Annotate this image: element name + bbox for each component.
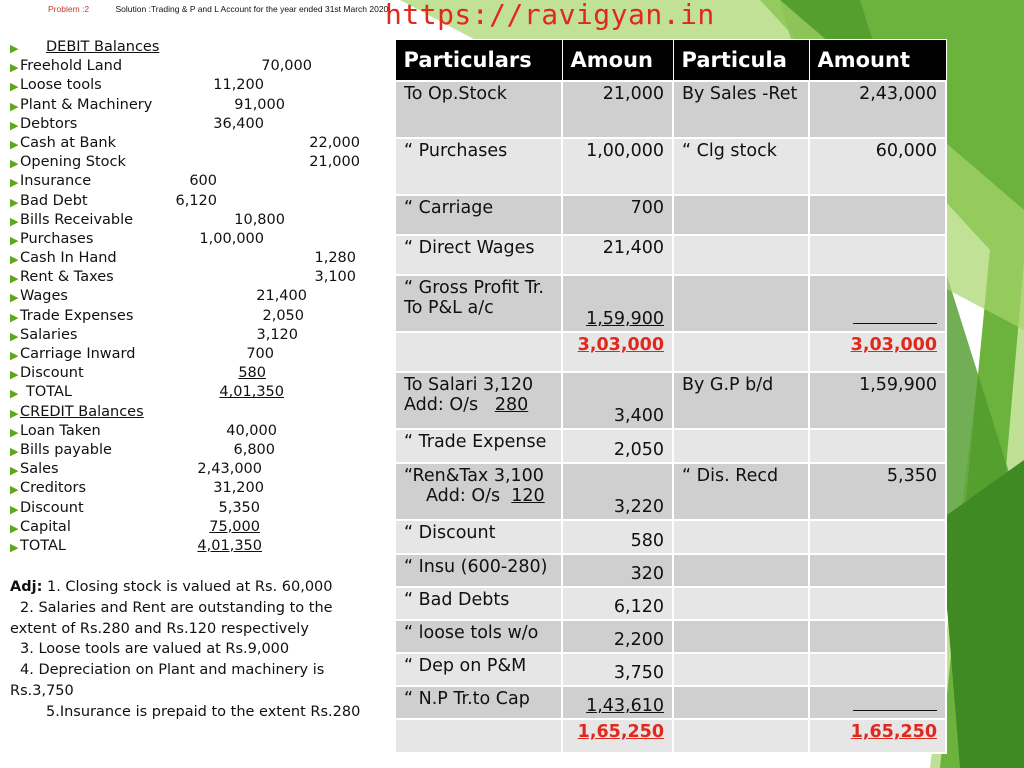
- website-url: https://ravigyan.in: [385, 0, 715, 31]
- list-item: ▶ Rent & Taxes 3,100: [10, 268, 390, 287]
- debit-heading-row: [10, 38, 390, 57]
- bullet-icon: ▶: [10, 329, 19, 343]
- bullet-icon: ▶: [10, 176, 19, 190]
- table-row: “ Direct Wages 21,400: [395, 235, 946, 275]
- table-row: To Op.Stock 21,000 By Sales -Ret 2,43,000: [395, 81, 946, 138]
- bullet-icon: ▶: [10, 137, 19, 151]
- trading-pl-account-table: [394, 39, 947, 754]
- adjustment-line: Rs.3,750: [10, 682, 74, 699]
- adjustment-line: 2. Salaries and Rent are outstanding to the: [20, 599, 333, 616]
- list-item: ▶ Cash In Hand 1,280: [10, 249, 390, 268]
- col-amount-credit: Amount: [809, 40, 946, 82]
- blank-line: [853, 311, 937, 324]
- bullet-icon: ▶: [10, 118, 19, 132]
- bullet-icon: ▶: [10, 80, 19, 94]
- bullet-icon: ▶: [10, 406, 19, 420]
- blank-line: [853, 698, 937, 711]
- bullet-icon: ▶: [10, 310, 19, 324]
- bullet-icon: ▶: [10, 540, 19, 554]
- bullet-icon: ▶: [10, 157, 19, 171]
- list-item: ▶ Carriage Inward 700: [10, 345, 390, 364]
- bullet-icon: ▶: [10, 521, 19, 535]
- bullet-icon: ▶: [10, 61, 19, 75]
- list-item: ▶ Bills Receivable 10,800: [10, 211, 390, 230]
- table-row: To Salari 3,120 Add: O/s 280 3,400 By G.P b/d 1,59,900: [395, 372, 946, 429]
- list-item: ▶ Insurance 600: [10, 172, 390, 191]
- adjustments: [10, 577, 390, 723]
- bullet-icon: ▶: [10, 42, 19, 55]
- list-item: ▶ Purchases 1,00,000: [10, 230, 390, 249]
- col-particulars: Particulars: [395, 40, 562, 82]
- solution-label: Solution :Trading & P and L Account for the year ended 31st March 2020: [115, 4, 389, 14]
- bullet-icon: ▶: [10, 99, 19, 113]
- bullet-icon: ▶: [10, 272, 19, 286]
- list-item: ▶ Capital 75,000: [10, 518, 390, 537]
- list-item: ▶ Creditors 31,200: [10, 479, 390, 498]
- list-item: ▶ Freehold Land 70,000: [10, 57, 390, 76]
- table-row: “ Trade Expense 2,050: [395, 429, 946, 463]
- list-item: ▶ Cash at Bank 22,000: [10, 134, 390, 153]
- table-row: “ Discount 580: [395, 520, 946, 554]
- bullet-icon: ▶: [10, 368, 19, 382]
- adjustment-line: 4. Depreciation on Plant and machinery is: [20, 662, 325, 679]
- list-item: ▶ Discount 580: [10, 364, 390, 383]
- list-item: ▶ Debtors 36,400: [10, 115, 390, 134]
- list-item: ▶ Salaries 3,120: [10, 326, 390, 345]
- table-row: “Ren&Tax 3,100 Add: O/s 120 3,220 “ Dis. Recd 5,350: [395, 463, 946, 520]
- adjustment-line: 3. Loose tools are valued at Rs.9,000: [20, 641, 290, 658]
- table-row: “ Gross Profit Tr. To P&L a/c 1,59,900: [395, 275, 946, 332]
- list-item: ▶ Trade Expenses 2,050: [10, 307, 390, 326]
- adjustment-line: extent of Rs.280 and Rs.120 respectively: [10, 620, 309, 637]
- list-item: ▶ Bad Debt 6,120: [10, 192, 390, 211]
- bullet-icon: ▶: [10, 195, 19, 209]
- debit-heading: DEBIT Balances: [46, 39, 160, 55]
- list-item: ▶ Sales 2,43,000: [10, 460, 390, 479]
- problem-label: Problem :2: [48, 4, 90, 14]
- trial-balance: [10, 38, 390, 556]
- list-item: ▶ Plant & Machinery 91,000: [10, 96, 390, 115]
- adjustment-line: Adj: 1. Closing stock is valued at Rs. 60,000: [10, 579, 333, 595]
- adjustment-line: 5.Insurance is prepaid to the extent Rs.280: [46, 703, 361, 720]
- table-row: “ Bad Debts 6,120: [395, 587, 946, 620]
- bullet-icon: ▶: [10, 214, 19, 228]
- bullet-icon: ▶: [10, 387, 19, 401]
- col-amount: Amoun: [562, 40, 673, 82]
- total-row: 3,03,000 3,03,000: [395, 332, 946, 372]
- table-row: “ N.P Tr.to Cap 1,43,610: [395, 686, 946, 719]
- list-item: ▶ Discount 5,350: [10, 499, 390, 518]
- debit-total-row: ▶ TOTAL 4,01,350: [10, 383, 390, 402]
- bullet-icon: ▶: [10, 253, 19, 267]
- bullet-icon: ▶: [10, 502, 19, 516]
- bullet-icon: ▶: [10, 483, 19, 497]
- bullet-icon: ▶: [10, 291, 19, 305]
- list-item: ▶ Bills payable 6,800: [10, 441, 390, 460]
- credit-heading: CREDIT Balances: [20, 403, 144, 420]
- list-item: ▶ Loan Taken 40,000: [10, 422, 390, 441]
- list-item: ▶ Opening Stock 21,000: [10, 153, 390, 172]
- table-row: “ Purchases 1,00,000 “ Clg stock 60,000: [395, 138, 946, 195]
- table-row: “ Insu (600-280) 320: [395, 554, 946, 587]
- credit-total-row: ▶ TOTAL 4,01,350: [10, 537, 390, 556]
- table-row: “ Dep on P&M 3,750: [395, 653, 946, 686]
- table-row: “ loose tols w/o 2,200: [395, 620, 946, 653]
- credit-heading-row: [10, 403, 390, 422]
- list-item: ▶ Loose tools 11,200: [10, 76, 390, 95]
- bullet-icon: ▶: [10, 444, 19, 458]
- col-particulars-credit: Particula: [673, 40, 809, 82]
- table-row: “ Carriage 700: [395, 195, 946, 235]
- slide-header: [48, 4, 388, 14]
- list-item: ▶ Wages 21,400: [10, 287, 390, 306]
- bullet-icon: ▶: [10, 464, 19, 478]
- total-row: 1,65,250 1,65,250: [395, 719, 946, 753]
- bullet-icon: ▶: [10, 349, 19, 362]
- bullet-icon: ▶: [10, 233, 19, 247]
- table-header: [395, 40, 946, 82]
- bullet-icon: ▶: [10, 425, 19, 439]
